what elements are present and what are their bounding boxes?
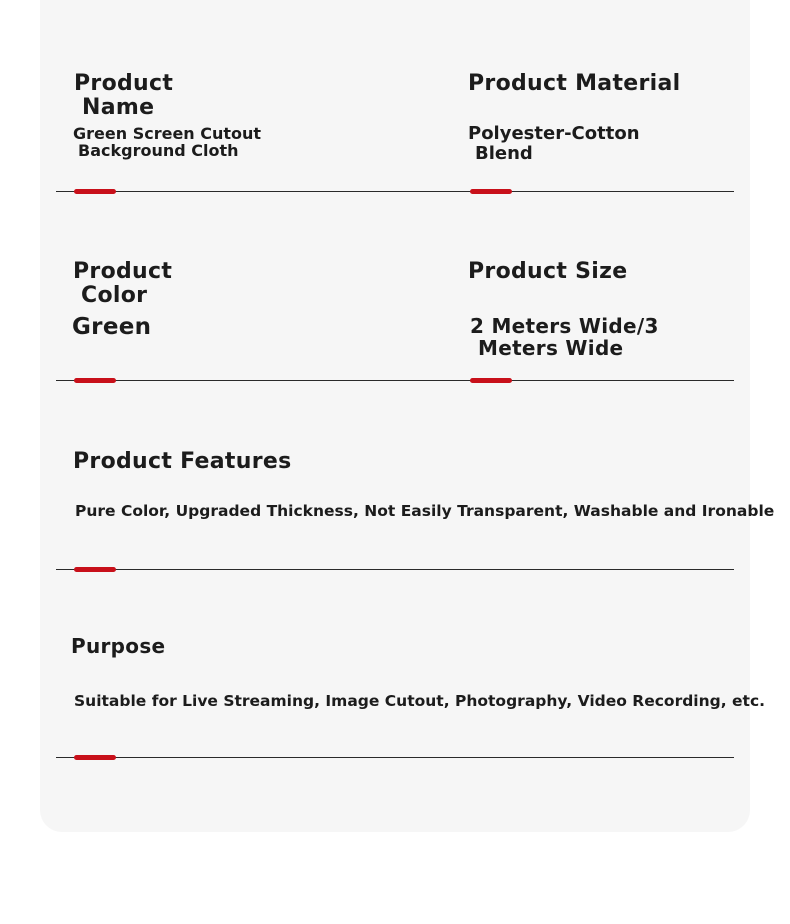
product-material-value-line1: Polyester-Cotton: [468, 123, 640, 144]
product-size-value-line2: Meters Wide: [478, 336, 624, 360]
product-name-value-line2: Background Cloth: [78, 141, 239, 160]
product-name-value-line1: Green Screen Cutout: [73, 124, 262, 143]
product-features-value: Pure Color, Upgraded Thickness, Not Easily Transparent, Washable and Ironable: [75, 502, 775, 520]
accent-bar-purpose: [74, 755, 116, 760]
product-name-value: [73, 125, 261, 159]
accent-bar-size: [470, 378, 512, 383]
accent-bar-material: [470, 189, 512, 194]
product-material-value: [468, 124, 640, 164]
product-color-value: Green: [72, 314, 152, 340]
product-name-label: [74, 72, 173, 120]
accent-bar-name: [74, 189, 116, 194]
accent-bar-features: [74, 567, 116, 572]
divider-row-1: [56, 191, 734, 192]
product-color-label-line2: Color: [81, 283, 148, 308]
purpose-label: Purpose: [71, 634, 166, 658]
product-size-label: Product Size: [468, 259, 628, 284]
product-size-value-line1: 2 Meters Wide/3: [470, 314, 659, 338]
divider-row-2: [56, 380, 734, 381]
product-name-label-line2: Name: [82, 95, 155, 120]
product-size-value: [470, 315, 659, 359]
product-material-label: Product Material: [468, 71, 681, 96]
product-color-label: [73, 260, 172, 308]
accent-bar-color: [74, 378, 116, 383]
product-features-label: Product Features: [73, 449, 292, 474]
product-name-label-line1: Product: [74, 71, 174, 96]
divider-row-4: [56, 757, 734, 758]
divider-row-3: [56, 569, 734, 570]
product-color-label-line1: Product: [73, 259, 173, 284]
purpose-value: Suitable for Live Streaming, Image Cutout, Photography, Video Recording, etc.: [74, 692, 766, 710]
product-material-value-line2: Blend: [475, 143, 533, 164]
